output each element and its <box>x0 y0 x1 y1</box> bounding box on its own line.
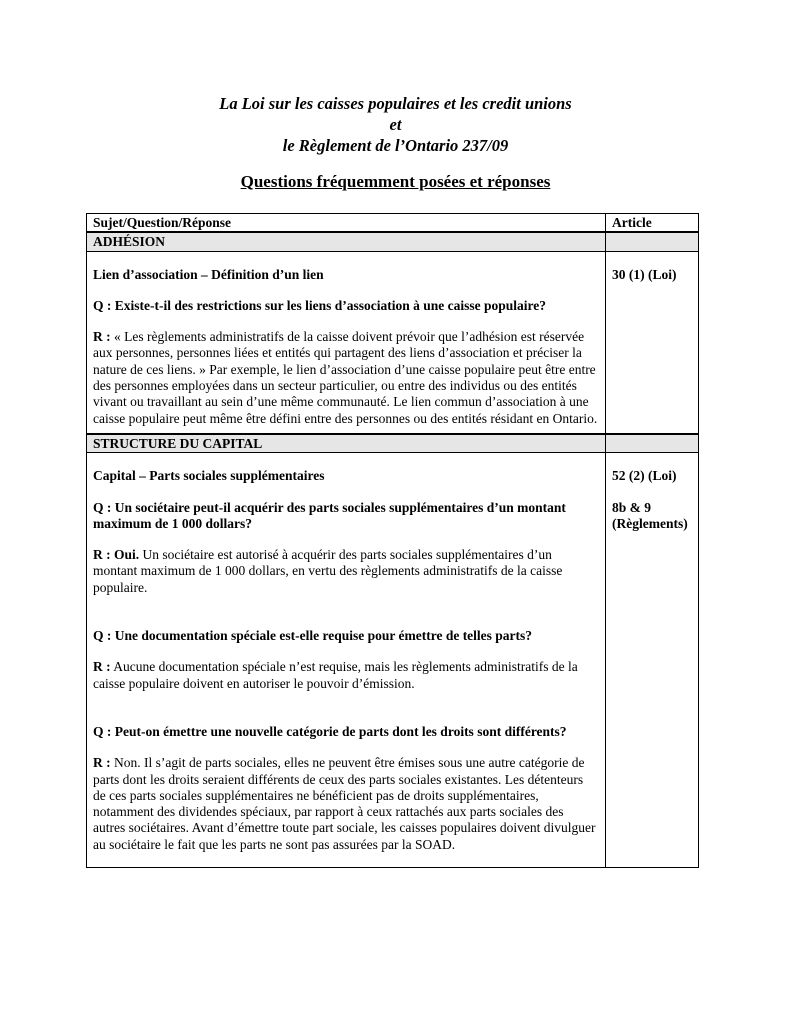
faq-table <box>86 213 699 868</box>
faq-entry-content <box>87 453 606 868</box>
answer-label: R : <box>93 659 111 675</box>
faq-entry-row <box>87 251 699 434</box>
faq-entry-content <box>87 251 606 434</box>
question: Q : Une documentation spéciale est-elle requise pour émettre de telles parts? <box>93 628 533 644</box>
article-reference: 8b & 9 <box>612 499 652 515</box>
section-heading: STRUCTURE DU CAPITAL <box>87 434 606 453</box>
title-line-3: le Règlement de l’Ontario 237/09 <box>282 136 509 155</box>
article-cell <box>606 251 699 434</box>
question: Q : Peut-on émettre une nouvelle catégorie de parts dont les droits sont différents? <box>93 723 567 739</box>
section-heading-empty-cell <box>606 434 699 453</box>
article-reference: 30 (1) (Loi) <box>612 266 677 282</box>
answer-label: R : Oui. <box>93 547 140 563</box>
answer-text: Aucune documentation spéciale n’est requise, mais les règlements administratifs de la caisse populaire doivent en autoriser le pouvoir d’émission. <box>93 659 578 691</box>
article-reference: 52 (2) (Loi) <box>612 468 677 484</box>
article-cell <box>606 453 699 868</box>
section-heading-row <box>87 232 699 251</box>
faq-entry-row <box>87 453 699 868</box>
answer <box>93 659 599 692</box>
document-subtitle: Questions fréquemment posées et réponses <box>240 172 551 191</box>
answer <box>93 755 599 853</box>
column-header-article: Article <box>606 214 699 233</box>
answer-text: « Les règlements administratifs de la caisse doivent prévoir que l’adhésion est réservée aux personnes, personnes liées et entités qui partagent des liens d’association et préciser la nature de ces liens. » Par exemple, le lien d’association d’une caisse populaire peut être entre des personnes employées dans un secteur particulier, ou entre des individus ou des entités vivant ou travaillant au sein d’une même communauté. Le lien commun d’association à une caisse populaire peut même être défini entre des personnes ou des entités résidant en Ontario. <box>93 329 598 426</box>
answer-label: R : <box>93 329 111 345</box>
title-line-1: La Loi sur les caisses populaires et les credit unions <box>219 94 572 113</box>
answer-text: Un sociétaire est autorisé à acquérir des parts sociales supplémentaires d’un montant maximum de 1 000 dollars, en vertu des règlements administratifs de la caisse populaire. <box>93 547 563 595</box>
topic-heading: Lien d’association – Définition d’un lien <box>93 266 324 282</box>
question: Q : Un sociétaire peut-il acquérir des parts sociales supplémentaires d’un montant maximum de 1 000 dollars? <box>93 499 566 531</box>
question: Q : Existe-t-il des restrictions sur les liens d’association à une caisse populaire? <box>93 297 547 313</box>
answer <box>93 547 599 596</box>
table-header-row <box>87 214 699 233</box>
article-reference: (Règlements) <box>612 515 688 531</box>
document-title <box>0 93 791 156</box>
title-line-2: et <box>389 115 402 134</box>
topic-heading: Capital – Parts sociales supplémentaires <box>93 468 325 484</box>
answer-label: R : <box>93 755 111 771</box>
section-heading: ADHÉSION <box>87 232 606 251</box>
section-heading-empty-cell <box>606 232 699 251</box>
answer-text: Non. Il s’agit de parts sociales, elles ne peuvent être émises sous une autre catégorie de parts dont les droits seraient différents de ceux des parts sociales existantes. Les détenteurs de ces parts sociales supplémentaires ne bénéficient pas de droits supplémentaires, notamment des dividendes spéciaux, par rapport à ceux rattachés aux parts sociales des autres sociétaires. Avant d’émettre toute part sociale, les caisses populaires doivent divulguer au sociétaire le fait que les parts ne sont pas assurées par la SOAD. <box>93 755 596 852</box>
column-header-topic: Sujet/Question/Réponse <box>87 214 606 233</box>
section-heading-row <box>87 434 699 453</box>
answer <box>93 329 599 427</box>
